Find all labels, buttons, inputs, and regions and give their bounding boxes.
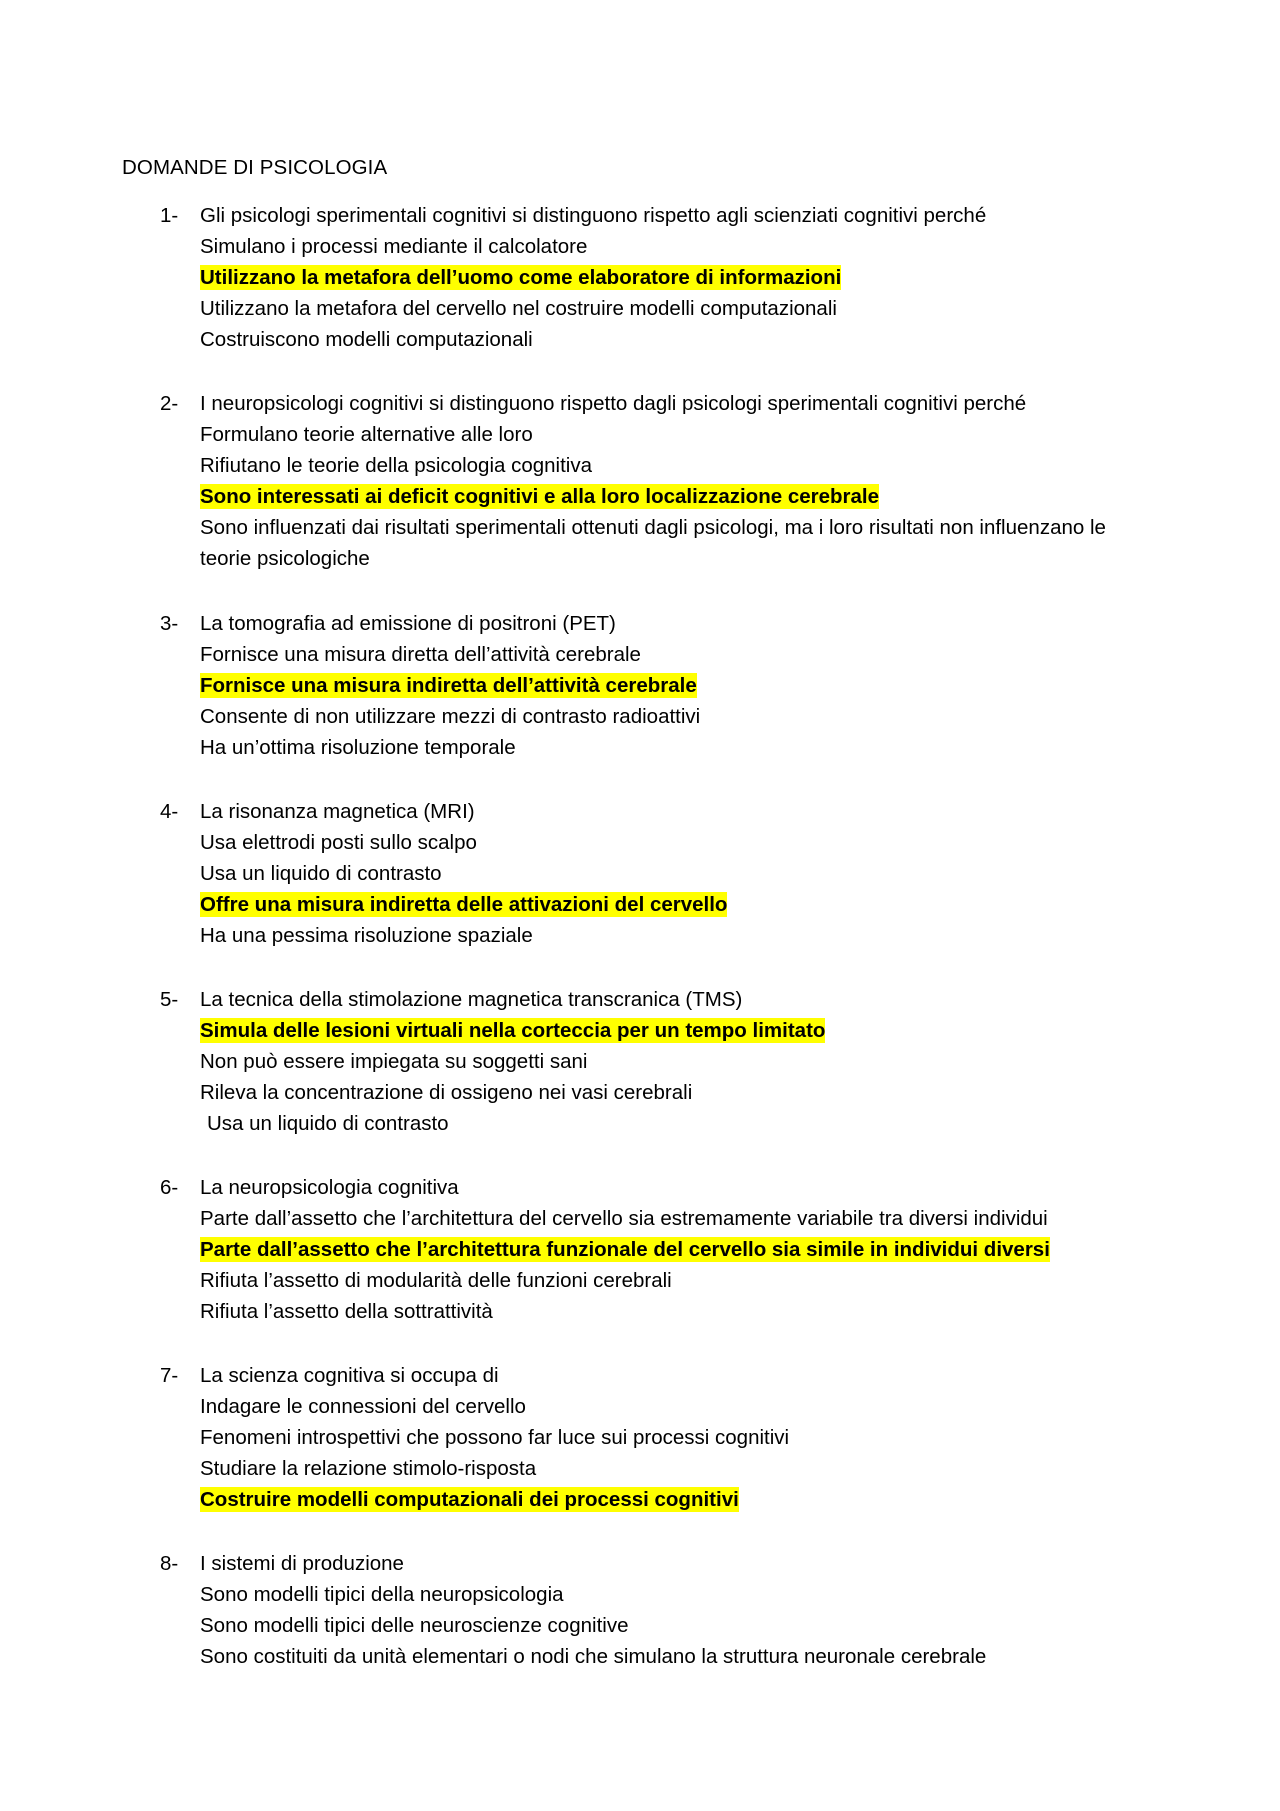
answer-option: Rifiutano le teorie della psicologia cognitiva — [200, 454, 593, 477]
answer-option: Sono modelli tipici delle neuroscienze cognitive — [200, 1614, 629, 1637]
answer-options — [160, 1579, 1160, 1672]
answer-option: Usa un liquido di contrasto — [207, 1112, 449, 1135]
question-text: La scienza cognitiva si occupa di — [200, 1364, 499, 1387]
answer-option-correct: Fornisce una misura indiretta dell’attività cerebrale — [200, 674, 697, 697]
question-text: Gli psicologi sperimentali cognitivi si distinguono rispetto agli scienziati cognitivi perché — [200, 204, 987, 227]
answer-option: Sono modelli tipici della neuropsicologia — [200, 1583, 564, 1606]
answer-option: Ha una pessima risoluzione spaziale — [200, 924, 533, 947]
question-number: 2- — [160, 392, 179, 415]
question-7 — [160, 1360, 1160, 1515]
question-text: La tomografia ad emissione di positroni (PET) — [200, 612, 616, 635]
answer-options — [160, 419, 1160, 574]
question-number: 5- — [160, 988, 179, 1011]
question-text: I sistemi di produzione — [200, 1552, 404, 1575]
answer-options — [160, 231, 1160, 355]
answer-option: Rileva la concentrazione di ossigeno nei vasi cerebrali — [200, 1081, 693, 1104]
question-4 — [160, 796, 1160, 951]
answer-option-correct: Parte dall’assetto che l’architettura funzionale del cervello sia simile in individui diversi — [200, 1238, 1050, 1261]
answer-options — [160, 1203, 1160, 1327]
answer-option: Formulano teorie alternative alle loro — [200, 423, 533, 446]
question-number: 7- — [160, 1364, 179, 1387]
answer-option: Parte dall’assetto che l’architettura del cervello sia estremamente variabile tra diversi individui — [200, 1207, 1048, 1230]
answer-option: Fornisce una misura diretta dell’attività cerebrale — [200, 643, 641, 666]
question-text: La tecnica della stimolazione magnetica transcranica (TMS) — [200, 988, 743, 1011]
question-8 — [160, 1548, 1160, 1672]
answer-options — [160, 1015, 1160, 1139]
answer-option-correct: Utilizzano la metafora dell’uomo come elaboratore di informazioni — [200, 266, 842, 289]
question-text: La neuropsicologia cognitiva — [200, 1176, 459, 1199]
answer-option: Usa elettrodi posti sullo scalpo — [200, 831, 477, 854]
answer-option: Rifiuta l’assetto della sottrattività — [200, 1300, 493, 1323]
answer-options — [160, 1391, 1160, 1515]
question-6 — [160, 1172, 1160, 1327]
answer-option: Ha un’ottima risoluzione temporale — [200, 736, 516, 759]
answer-option: Studiare la relazione stimolo-risposta — [200, 1457, 537, 1480]
answer-option: Sono influenzati dai risultati sperimentali ottenuti dagli psicologi, ma i loro risultati non influenzano le teorie psicologiche — [200, 516, 1106, 570]
answer-option: Sono costituiti da unità elementari o nodi che simulano la struttura neuronale cerebrale — [200, 1645, 987, 1668]
answer-option: Consente di non utilizzare mezzi di contrasto radioattivi — [200, 705, 701, 728]
question-3 — [160, 608, 1160, 763]
answer-option: Costruiscono modelli computazionali — [200, 328, 533, 351]
answer-option: Non può essere impiegata su soggetti sani — [200, 1050, 588, 1073]
question-number: 4- — [160, 800, 179, 823]
answer-option: Fenomeni introspettivi che possono far luce sui processi cognitivi — [200, 1426, 790, 1449]
answer-options — [160, 639, 1160, 763]
answer-option-correct: Sono interessati ai deficit cognitivi e alla loro localizzazione cerebrale — [200, 485, 879, 508]
question-5 — [160, 984, 1160, 1139]
answer-options — [160, 827, 1160, 951]
question-2 — [160, 388, 1160, 574]
question-number: 3- — [160, 612, 179, 635]
answer-option: Utilizzano la metafora del cervello nel costruire modelli computazionali — [200, 297, 837, 320]
question-number: 8- — [160, 1552, 179, 1575]
document-title: DOMANDE DI PSICOLOGIA — [122, 156, 388, 179]
question-text: La risonanza magnetica (MRI) — [200, 800, 475, 823]
question-text: I neuropsicologi cognitivi si distinguono rispetto dagli psicologi sperimentali cognitivi perché — [200, 392, 1027, 415]
answer-option: Rifiuta l’assetto di modularità delle funzioni cerebrali — [200, 1269, 672, 1292]
question-number: 1- — [160, 204, 179, 227]
answer-option-correct: Offre una misura indiretta delle attivazioni del cervello — [200, 893, 728, 916]
answer-option: Simulano i processi mediante il calcolatore — [200, 235, 588, 258]
question-1 — [160, 200, 1160, 355]
question-number: 6- — [160, 1176, 179, 1199]
answer-option: Usa un liquido di contrasto — [200, 862, 442, 885]
answer-option-correct: Simula delle lesioni virtuali nella corteccia per un tempo limitato — [200, 1019, 826, 1042]
answer-option: Indagare le connessioni del cervello — [200, 1395, 526, 1418]
answer-option-correct: Costruire modelli computazionali dei processi cognitivi — [200, 1488, 739, 1511]
